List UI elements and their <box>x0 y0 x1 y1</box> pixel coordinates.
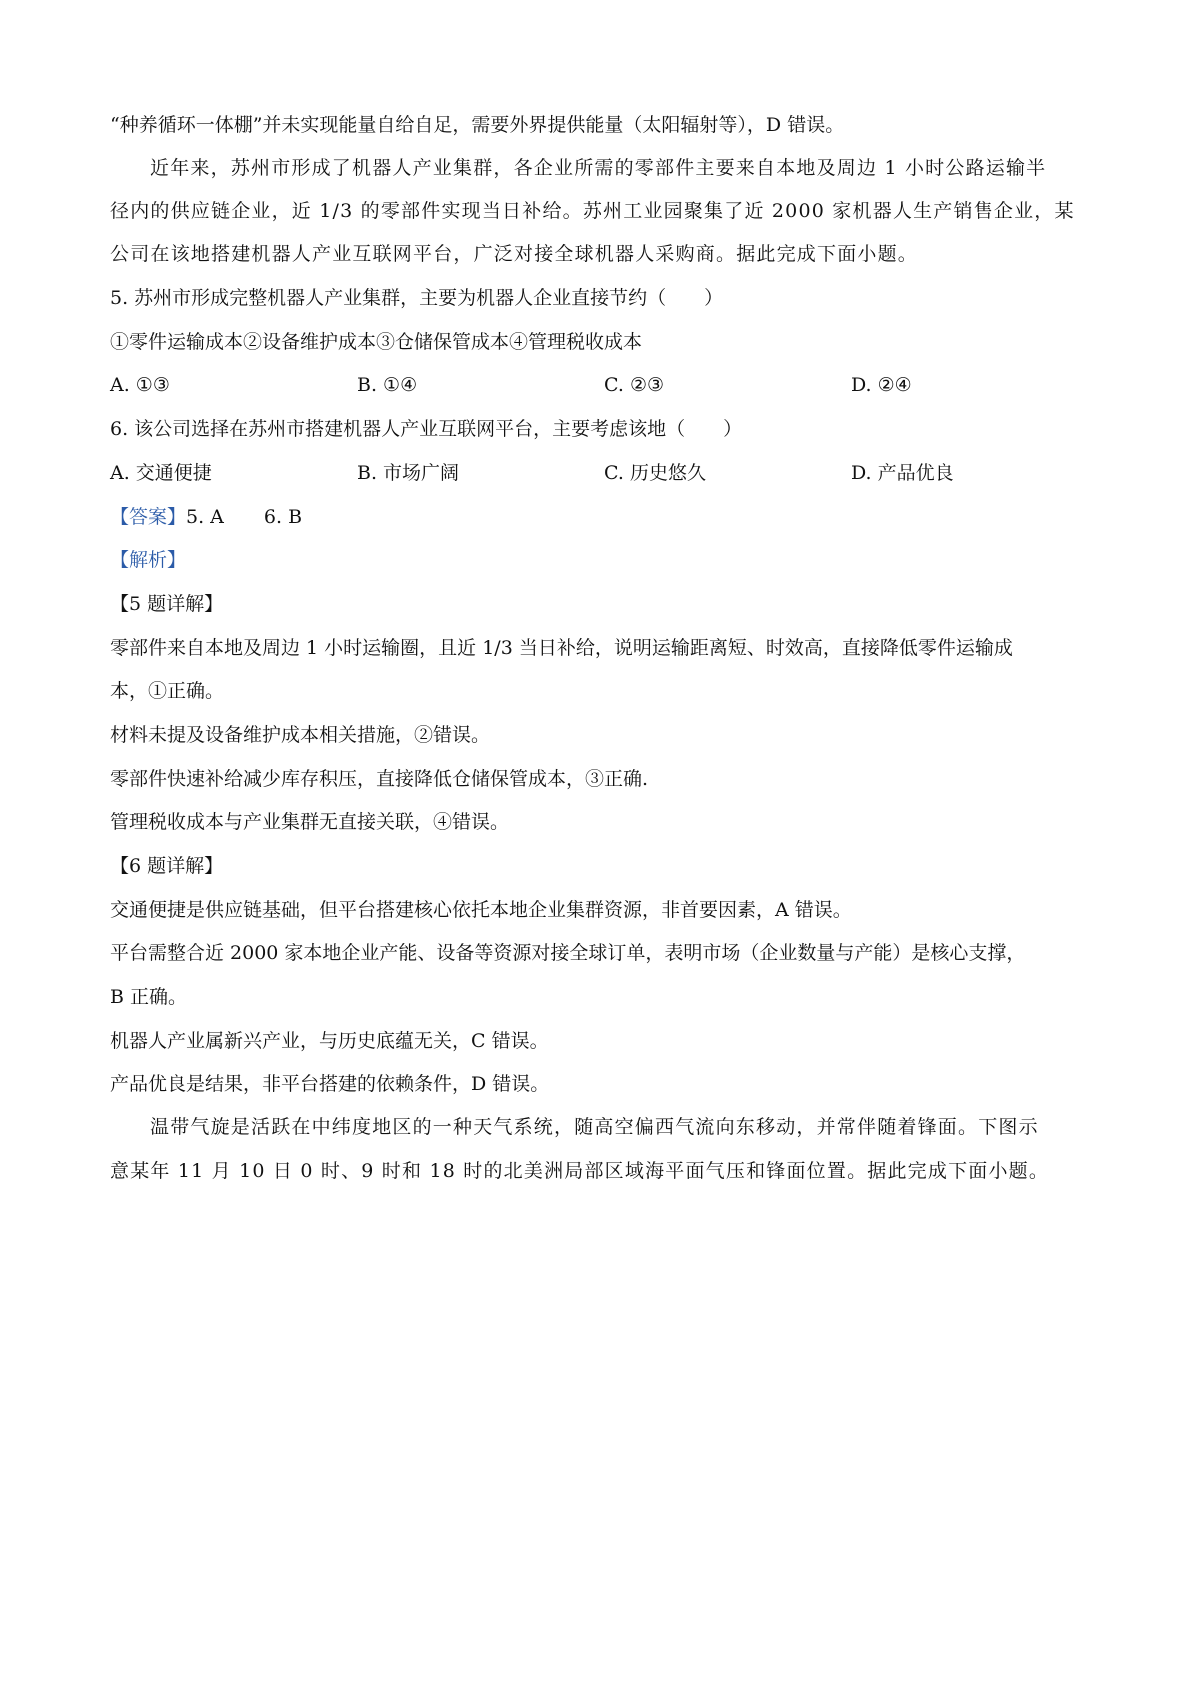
detail-5-line-1: 零部件来自本地及周边 1 小时运输圈，且近 1/3 当日补给，说明运输距离短、时效高，直接降低零件运输成 <box>110 637 1013 659</box>
passage-line-1: 近年来，苏州市形成了机器人产业集群，各企业所需的零部件主要来自本地及周边 1 小时公路运输半 <box>150 157 1047 179</box>
answer-line <box>110 503 1110 531</box>
analysis-label: 【解析】 <box>110 549 187 571</box>
q5-option-d: D. ②④ <box>851 374 912 396</box>
question-6-stem: 6. 该公司选择在苏州市搭建机器人产业互联网平台，主要考虑该地（ ） <box>110 418 743 440</box>
detail-6-line-2: 平台需整合近 2000 家本地企业产能、设备等资源对接全球订单，表明市场（企业数量与产能）是核心支撑， <box>110 942 1026 964</box>
q5-option-b: B. ①④ <box>357 374 418 396</box>
next-passage-line-1: 温带气旋是活跃在中纬度地区的一种天气系统，随高空偏西气流向东移动，并常伴随着锋面。下图示 <box>150 1116 1039 1138</box>
q5-option-c: C. ②③ <box>604 374 665 396</box>
next-passage-line-2: 意某年 11 月 10 日 0 时、9 时和 18 时的北美洲局部区域海平面气压和锋面位置。据此完成下面小题。 <box>110 1160 1050 1182</box>
detail-5-header: 【5 题详解】 <box>110 593 224 615</box>
detail-6-header: 【6 题详解】 <box>110 855 224 877</box>
detail-5-line-4: 零部件快速补给减少库存积压，直接降低仓储保管成本，③正确. <box>110 768 649 790</box>
question-5-stem: 5. 苏州市形成完整机器人产业集群，主要为机器人企业直接节约（ ） <box>110 287 724 309</box>
detail-5-line-5: 管理税收成本与产业集群无直接关联，④错误。 <box>110 811 510 833</box>
detail-6-line-1: 交通便捷是供应链基础，但平台搭建核心依托本地企业集群资源，非首要因素，A 错误。 <box>110 899 852 921</box>
passage-line-3: 公司在该地搭建机器人产业互联网平台，广泛对接全球机器人采购商。据此完成下面小题。 <box>110 243 919 265</box>
q6-option-b: B. 市场广阔 <box>357 462 460 484</box>
q5-option-a: A. ①③ <box>110 374 170 396</box>
detail-6-line-4: 机器人产业属新兴产业，与历史底蕴无关，C 错误。 <box>110 1030 549 1052</box>
q6-option-a: A. 交通便捷 <box>110 462 212 484</box>
answer-label: 【答案】 <box>110 506 187 528</box>
q6-option-d: D. 产品优良 <box>851 462 954 484</box>
answer-5: 5. A <box>186 506 224 528</box>
intro-continuation: “种养循环一体棚”并未实现能量自给自足，需要外界提供能量（太阳辐射等），D 错误。 <box>110 114 845 136</box>
q6-option-c: C. 历史悠久 <box>604 462 706 484</box>
question-5-items: ①零件运输成本②设备维护成本③仓储保管成本④管理税收成本 <box>110 331 643 353</box>
detail-5-line-2: 本，①正确。 <box>110 680 225 702</box>
detail-6-line-3: B 正确。 <box>110 986 188 1008</box>
passage-line-2: 径内的供应链企业，近 1/3 的零部件实现当日补给。苏州工业园聚集了近 2000 家机器人生产销售企业，某 <box>110 200 1075 222</box>
answer-6: 6. B <box>263 506 303 528</box>
detail-6-line-5: 产品优良是结果，非平台搭建的依赖条件，D 错误。 <box>110 1073 550 1095</box>
detail-5-line-3: 材料未提及设备维护成本相关措施，②错误。 <box>110 724 491 746</box>
